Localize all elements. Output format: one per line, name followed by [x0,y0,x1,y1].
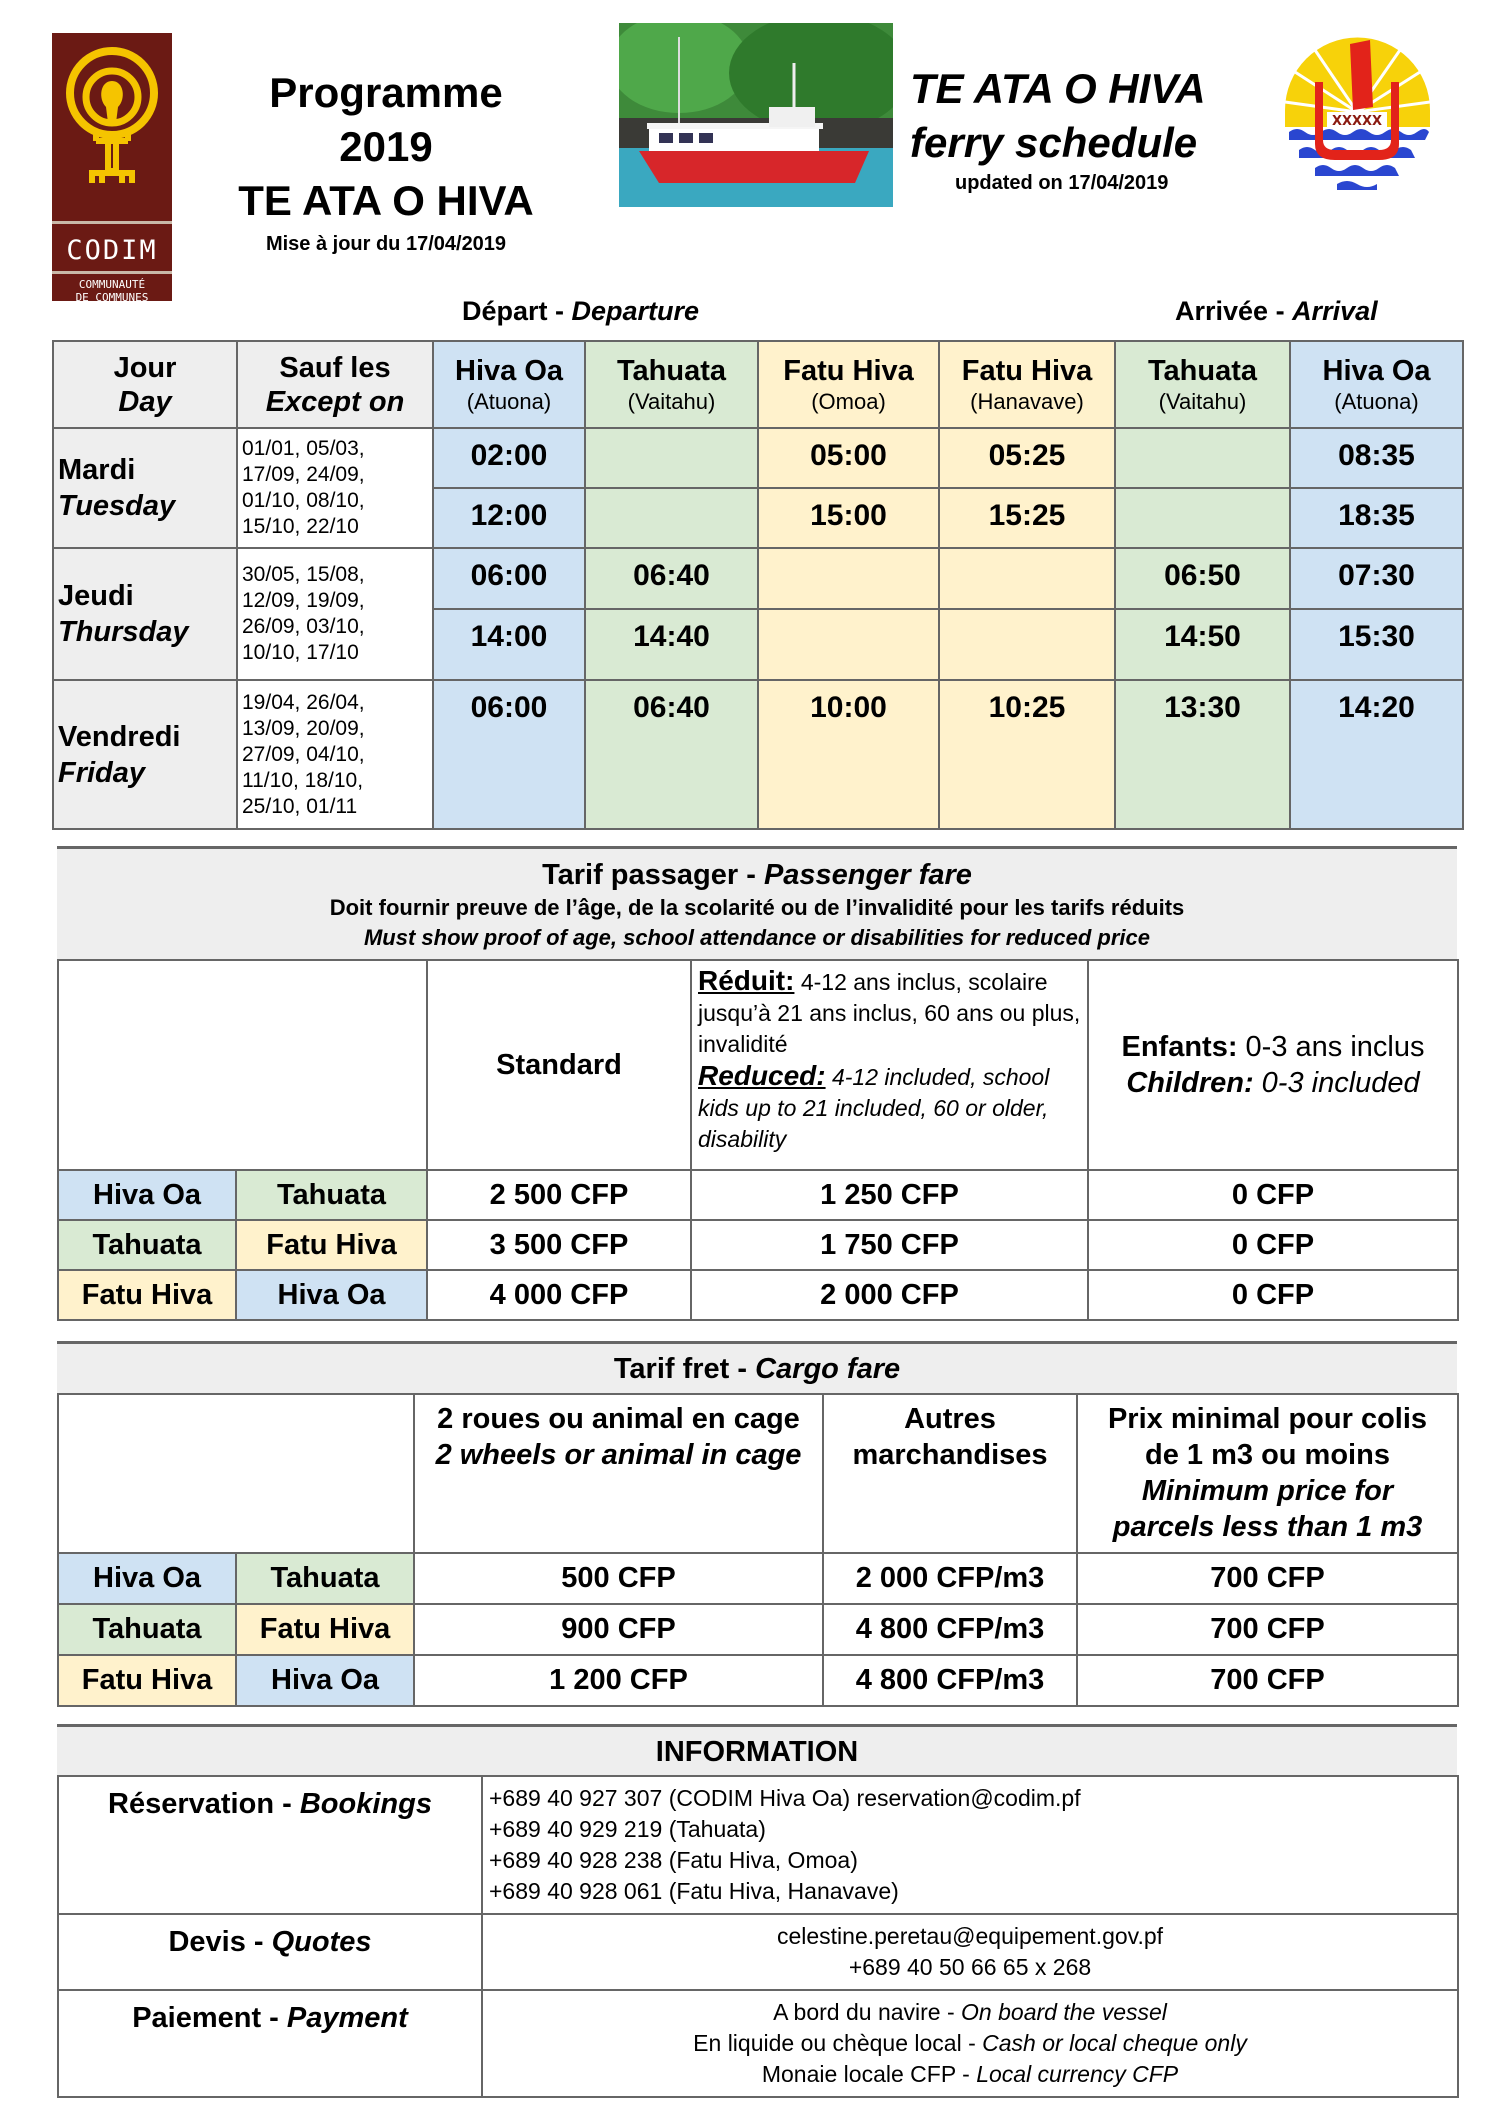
time-cell [585,488,758,548]
standard-price: 4 000 CFP [427,1270,691,1320]
contact-line[interactable]: +689 40 929 219 (Tahuata) [489,1816,766,1842]
children-price: 0 CFP [1088,1220,1458,1270]
route-from: Tahuata [58,1604,236,1655]
quotes-phone[interactable]: +689 40 50 66 65 x 268 [848,1954,1092,1980]
schedule-row-tuesday-1 [53,428,1463,488]
updated-date-en: updated on 17/04/2019 [955,172,1169,194]
fare-row [58,1270,1458,1320]
col-header-standard: Standard [427,960,691,1170]
ferry-boat-image [619,23,893,207]
route-to: Fatu Hiva [236,1604,414,1655]
minimum-price: 700 CFP [1077,1604,1458,1655]
info-row-quotes [58,1914,1458,1990]
info-row-bookings [58,1776,1458,1914]
time-cell: 06:40 [585,548,758,609]
bookings-label: Réservation - Bookings [58,1776,482,1914]
divider [52,271,172,274]
col-header-other-goods: Autres marchandises [823,1394,1077,1553]
arrival-label: Arrivée - Arrival [1175,296,1378,326]
col-header-day: Jour Day [53,341,237,428]
route-from: Tahuata [58,1220,236,1270]
other-goods-price: 4 800 CFP/m3 [823,1655,1077,1706]
bookings-contacts [482,1776,1458,1914]
day-friday: Vendredi Friday [53,680,237,829]
except-dates-thursday: 30/05, 15/08, 12/09, 19/09, 26/09, 03/10, 10/10, 17/10 [237,548,433,680]
schedule-row-friday [53,680,1463,829]
time-cell: 06:00 [433,548,585,609]
time-cell: 14:20 [1290,680,1463,829]
reduced-price: 1 750 CFP [691,1220,1088,1270]
empty-corner-cell [58,1394,414,1553]
standard-price: 3 500 CFP [427,1220,691,1270]
time-cell: 07:30 [1290,548,1463,609]
payment-label: Paiement - Payment [58,1990,482,2097]
col-header-except: Sauf les Except on [237,341,433,428]
contact-line[interactable]: +689 40 927 307 (CODIM Hiva Oa) reservation@codim.pf [489,1785,1081,1811]
minimum-price: 700 CFP [1077,1655,1458,1706]
payment-line: A bord du navire - On board the vessel [773,1999,1167,2025]
minimum-price: 700 CFP [1077,1553,1458,1604]
time-cell: 15:25 [939,488,1115,548]
title-year: 2019 [339,123,433,170]
cargo-fare-header [57,1341,1457,1395]
day-thursday: Jeudi Thursday [53,548,237,680]
marquesan-tiki-icon [66,43,158,218]
col-header-children: Enfants: 0-3 ans inclus Children: 0-3 included [1088,960,1458,1170]
codim-wordmark: CODIM [66,235,158,266]
route-to: Hiva Oa [236,1270,427,1320]
information-table [57,1775,1459,2098]
cargo-fare-header-row [58,1394,1458,1553]
time-cell: 06:40 [585,680,758,829]
contact-line[interactable]: +689 40 928 061 (Fatu Hiva, Hanavave) [489,1878,899,1904]
empty-corner-cell [58,960,427,1170]
route-to: Hiva Oa [236,1655,414,1706]
codim-subtitle: COMMUNAUTÉ DE COMMUNES DES ÎLES MARQUISES [65,278,159,315]
passenger-fare-header [57,846,1457,960]
other-goods-price: 4 800 CFP/m3 [823,1604,1077,1655]
wheels-price: 900 CFP [414,1604,823,1655]
fare-row [58,1220,1458,1270]
passenger-fare-title: Tarif passager - Passenger fare [542,859,972,891]
title-programme: Programme [269,69,503,116]
cargo-row [58,1655,1458,1706]
time-cell: 13:30 [1115,680,1290,829]
except-dates-friday: 19/04, 26/04, 13/09, 20/09, 27/09, 04/10, 11/10, 18/10, 25/10, 01/11 [237,680,433,829]
time-cell: 15:30 [1290,609,1463,680]
col-header-tahuata-dep: Tahuata (Vaitahu) [585,341,758,428]
col-header-fatu-hiva-hanavave: Fatu Hiva (Hanavave) [939,341,1115,428]
divider [52,221,172,224]
title-vessel: TE ATA O HIVA [238,177,534,224]
wheels-price: 500 CFP [414,1553,823,1604]
quotes-label: Devis - Quotes [58,1914,482,1990]
french-polynesia-emblem-icon [1275,32,1440,192]
route-to: Tahuata [236,1170,427,1220]
col-header-hiva-oa-dep: Hiva Oa (Atuona) [433,341,585,428]
day-tuesday: Mardi Tuesday [53,428,237,548]
col-header-fatu-hiva-omoa: Fatu Hiva (Omoa) [758,341,939,428]
ferry-schedule-table [52,340,1464,830]
time-cell: 02:00 [433,428,585,488]
children-price: 0 CFP [1088,1270,1458,1320]
time-cell [1115,488,1290,548]
passenger-fare-header-row [58,960,1458,1170]
information-header [57,1724,1457,1777]
payment-details [482,1990,1458,2097]
payment-line: En liquide ou chèque local - Cash or local cheque only [693,2030,1247,2056]
wheels-price: 1 200 CFP [414,1655,823,1706]
time-cell: 08:35 [1290,428,1463,488]
fare-row [58,1170,1458,1220]
passenger-fare-table [57,959,1459,1321]
title-french [196,66,576,258]
quotes-email[interactable]: celestine.peretau@equipement.gov.pf [776,1923,1164,1949]
title-ferry-schedule: ferry schedule [910,119,1198,166]
time-cell: 06:50 [1115,548,1290,609]
other-goods-price: 2 000 CFP/m3 [823,1553,1077,1604]
time-cell: 18:35 [1290,488,1463,548]
cargo-fare-table [57,1393,1459,1707]
time-cell: 05:25 [939,428,1115,488]
time-cell [585,428,758,488]
route-from: Hiva Oa [58,1553,236,1604]
route-from: Fatu Hiva [58,1270,236,1320]
time-cell [758,548,939,609]
ferry-photo [619,23,893,207]
time-cell: 10:00 [758,680,939,829]
title-vessel-en: TE ATA O HIVA [910,65,1206,112]
route-to: Tahuata [236,1553,414,1604]
cargo-fare-title: Tarif fret - Cargo fare [613,1353,901,1385]
time-cell: 14:40 [585,609,758,680]
cargo-row [58,1604,1458,1655]
time-cell [758,609,939,680]
proof-note-fr: Doit fournir preuve de l’âge, de la scolarité ou de l’invalidité pour les tarifs réduits [329,895,1185,920]
time-cell: 10:25 [939,680,1115,829]
col-header-tahuata-arr: Tahuata (Vaitahu) [1115,341,1290,428]
departure-label: Départ - Departure [462,296,700,326]
schedule-header-row [53,341,1463,428]
reduced-price: 1 250 CFP [691,1170,1088,1220]
information-title: INFORMATION [655,1736,859,1768]
col-header-reduced: Réduit: 4-12 ans inclus, scolaire jusqu’à 21 ans inclus, 60 ans ou plus, invalidité Reduced: 4-12 included, school kids up to 21 included, 60 or older, disability [691,960,1088,1170]
time-cell: 05:00 [758,428,939,488]
time-cell: 06:00 [433,680,585,829]
quotes-contacts [482,1914,1458,1990]
cargo-row [58,1553,1458,1604]
proof-note-en: Must show proof of age, school attendance or disabilities for reduced price [363,925,1151,950]
children-price: 0 CFP [1088,1170,1458,1220]
updated-date-fr: Mise à jour du 17/04/2019 [265,233,507,255]
time-cell: 15:00 [758,488,939,548]
route-from: Hiva Oa [58,1170,236,1220]
standard-price: 2 500 CFP [427,1170,691,1220]
route-to: Fatu Hiva [236,1220,427,1270]
col-header-two-wheels: 2 roues ou animal en cage 2 wheels or animal in cage [414,1394,823,1553]
contact-line[interactable]: +689 40 928 238 (Fatu Hiva, Omoa) [489,1847,858,1873]
payment-line: Monaie locale CFP - Local currency CFP [761,2061,1179,2087]
col-header-hiva-oa-arr: Hiva Oa (Atuona) [1290,341,1463,428]
time-cell [1115,428,1290,488]
time-cell: 14:50 [1115,609,1290,680]
time-cell [939,609,1115,680]
reduced-price: 2 000 CFP [691,1270,1088,1320]
info-row-payment [58,1990,1458,2097]
title-english [910,62,1255,196]
route-from: Fatu Hiva [58,1655,236,1706]
col-header-minimum-price: Prix minimal pour colis de 1 m3 ou moins Minimum price for parcels less than 1 m3 [1077,1394,1458,1553]
svg-text:XXXXX: XXXXX [1331,114,1383,129]
codim-logo [52,33,172,315]
time-cell: 14:00 [433,609,585,680]
time-cell [939,548,1115,609]
except-dates-tuesday: 01/01, 05/03, 17/09, 24/09, 01/10, 08/10, 15/10, 22/10 [237,428,433,548]
time-cell: 12:00 [433,488,585,548]
schedule-row-thursday-1 [53,548,1463,609]
